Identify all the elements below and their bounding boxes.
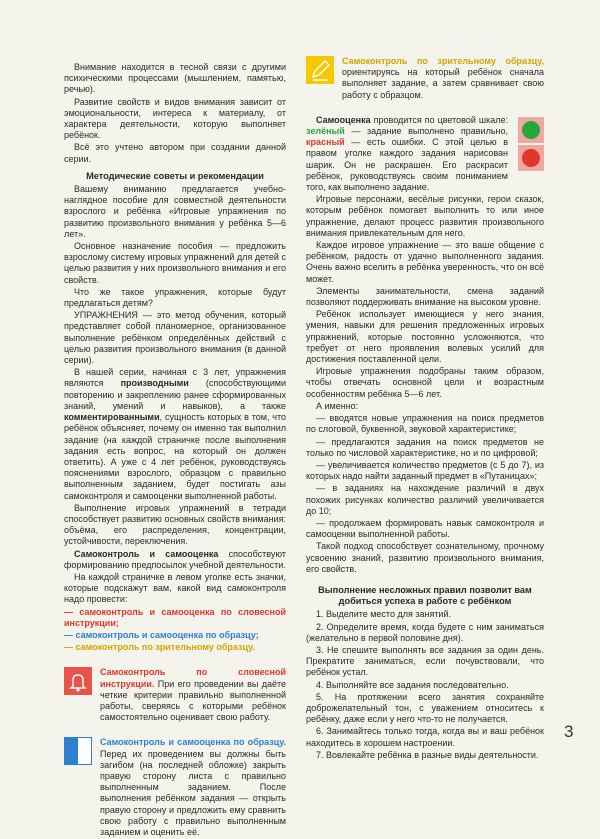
dash-item: — увеличивается количество предметов (с 5 до 7), из которых надо найти заданный предмет в «Путаницах»; [306, 459, 544, 482]
card-body: ориентируясь на который ребёнок сначала выполняет задание, а затем сравнивает свою работу с образцом. [342, 67, 544, 100]
paragraph: Вашему вниманию предлагается учебно-наглядное пособие для совместной деятельности взрослого и ребёнка «Игровые упражнения по развитию произвольного внимания у ребёнка 5—6 лет». [64, 184, 286, 239]
text-run: проводится по цветовой шкале: [373, 114, 508, 125]
right-column [306, 56, 544, 762]
dash-item: — продолжаем формировать навык самоконтроля и самооценки выполненной работы. [306, 517, 544, 540]
rule-item: 6. Занимайтесь только тогда, когда вы и ваш ребёнок находитесь в хорошем настроении. [306, 726, 544, 748]
bold-term: Самооценка [316, 114, 371, 125]
page-number: 3 [564, 722, 574, 741]
card-title: Самоконтроль по словесной инструкции. [100, 667, 286, 689]
paragraph: УПРАЖНЕНИЯ — это метод обучения, который представляет собой планомерное, организованное выполнение ребёнком определённых действий с целью развития произвольного внимания (в данной серии). [64, 310, 286, 366]
rule-item: 2. Определите время, когда будете с ним заниматься (желательно в первой половине дня). [306, 621, 544, 643]
green-label: зелёный [306, 126, 345, 137]
rule-item: 1. Выделите место для занятий. [316, 609, 451, 620]
text-run: (способствующими повторению и закреплению ранее сформированных знаний, умений и навыков), а также [64, 378, 286, 411]
dash-item: — вводятся новые упражнения на поиск предметов по слоговой, буквенной, звуковой характеристике; [306, 413, 544, 435]
red-label: красный [306, 137, 345, 148]
green-ball-icon [518, 117, 544, 143]
card-sample [64, 737, 286, 838]
paragraph: На каждой страничке в левом уголке есть значки, которые подскажут вам, какой вид самоконтроля надо провести: [64, 571, 286, 605]
bell-icon [64, 667, 92, 695]
text-run: — задание выполнено правильно, [351, 126, 508, 137]
intro-paragraph: Всё это учтено автором при создании данной серии. [64, 142, 286, 164]
list-item-sample: — самоконтроль и самооценка по образцу; [64, 629, 259, 640]
paragraph [64, 549, 286, 571]
rule-item: 5. На протяжении всего занятия сохраняйте доброжелательный тон, с уважением относитесь к ребёнку, даже если у него что-то не получается. [306, 691, 544, 725]
rule-item: 7. Вовлекайте ребёнка в разные виды деятельности. [316, 749, 539, 760]
text-run: способствуют формированию предпосылок учебной деятельности. [64, 548, 286, 570]
text-run: , сущность которых в том, что ребёнок объясняет, почему он именно так выполнил задание (на каждой страничке после выполнения задания есть вопрос, на который он должен ответить). А уже с 4 лет ребёнок, руководствуясь пояснениями взрослого, образцом с правильно выполненным заданием, будет постигать азы самоконтроля и самооценки выполненной работы. [64, 412, 286, 501]
card-text [100, 737, 286, 838]
dash-item: — в заданиях на нахождение различий в двух похожих рисунках количество различий увеличивается до 10; [306, 483, 544, 516]
paragraph: Такой подход способствует сознательному, прочному усвоению знаний, развитию произвольного внимания, его свойств. [306, 541, 544, 574]
red-ball-icon [518, 145, 544, 171]
paragraph: Игровые персонажи, весёлые рисунки, герои сказок, которым ребёнок помогает выполнить то или иное упражнение, делают процесс развития произвольного внимания привлекательным для него. [306, 194, 544, 238]
section-heading: Методические советы и рекомендации [86, 170, 264, 181]
card-verbal-instruction [64, 667, 286, 723]
intro-paragraph: Развитие свойств и видов внимания зависит от эмоциональности, интереса к материалу, от характера деятельности, которую выполняет ребёнок. [64, 96, 286, 141]
list-item-visual: — самоконтроль по зрительному образцу. [64, 642, 255, 653]
paragraph: Ребёнок использует имеющиеся у него знания, умения, навыки для решения предложенных игровых упражнений, которые постоянно усложняются, что требует от него проявления волевых усилий для достижения поставленной цели. [306, 309, 544, 365]
paragraph: А именно: [316, 400, 359, 411]
rules-heading: Выполнение несложных правил позволит вам добиться успеха в работе с ребёнком [318, 584, 532, 607]
intro-paragraph: Внимание находится в тесной связи с другими психическими процессами (мышлением, памятью, речью). [64, 62, 286, 95]
rule-item: 4. Выполняйте все задания последовательно. [316, 679, 509, 690]
paragraph: Каждое игровое упражнение — это ваше общение с ребёнком, радость от удачно выполненного задания. Очень важно вселить в ребёнка уверенность, что он всё может. [306, 240, 544, 284]
pencil-icon [306, 56, 334, 84]
color-scale [518, 117, 544, 173]
card-title: Самоконтроль и самооценка по образцу. [100, 737, 286, 748]
dash-item: — предлагаются задания на поиск предметов не только по числовой характеристике, но и по цифровой; [306, 436, 544, 458]
rule-item: 3. Не спешите выполнять все задания за один день. Прекратите заниматься, если почувствовали, что ребёнок устал. [306, 644, 544, 678]
card-body: При его проведении вы даёте четкие критерии правильно выполненной работы, сверяясь с которыми ребёнок самостоятельно оценивает свою работу. [100, 678, 286, 723]
paragraph [64, 367, 286, 501]
text-run: — есть ошибки. С этой целью в правом уголке каждого задания нарисован шарик. Он не раскрашен. Его раскрасит ребёнок, руководствуясь своим пониманием того, как выполнено задание. [306, 137, 508, 193]
paragraph: Что же такое упражнения, которые будут предлагаться детям? [64, 286, 286, 309]
paragraph: Выполнение игровых упражнений в тетради способствует развитию основных свойств внимания: объёма, его распределения, концентрации, устойчивости, переключения. [64, 502, 286, 547]
left-column [64, 62, 286, 839]
card-body: Перед их проведением вы должны быть загибом (на последней обложке) закрыть правую сторону листа с правильно выполненным заданием. После выполнения ребёнком задания — открыть правую сторону и предложить ему сравнить свою работу с правильно выполненным заданием и оценить её. [100, 748, 286, 837]
bold-term: комментированными [64, 412, 160, 423]
list-item-verbal: — самоконтроль и самооценка по словесной инструкции; [64, 606, 286, 628]
card-text [342, 56, 544, 101]
text-run: В нашей серии, начиная с 3 лет, упражнения являются [64, 367, 286, 389]
card-title: Самоконтроль по зрительному образцу, [342, 56, 544, 66]
bold-term: Самоконтроль и самооценка [74, 548, 219, 559]
card-text [100, 667, 286, 723]
paragraph [306, 115, 508, 193]
bold-term: производными [120, 378, 189, 389]
card-visual-sample [306, 56, 544, 101]
sample-page-icon [64, 737, 92, 765]
self-assessment-block [306, 115, 544, 193]
paragraph: Игровые упражнения подобраны таким образом, чтобы отвечать основной цели и возрастным особенностям ребёнка 5—6 лет. [306, 366, 544, 399]
paragraph: Основное назначение пособия — предложить взрослому систему игровых упражнений для детей с целью развития у них произвольного внимания и его свойств. [64, 241, 286, 285]
paragraph: Элементы занимательности, смена заданий позволяют поддерживать внимание на высоком уровне. [306, 285, 544, 308]
